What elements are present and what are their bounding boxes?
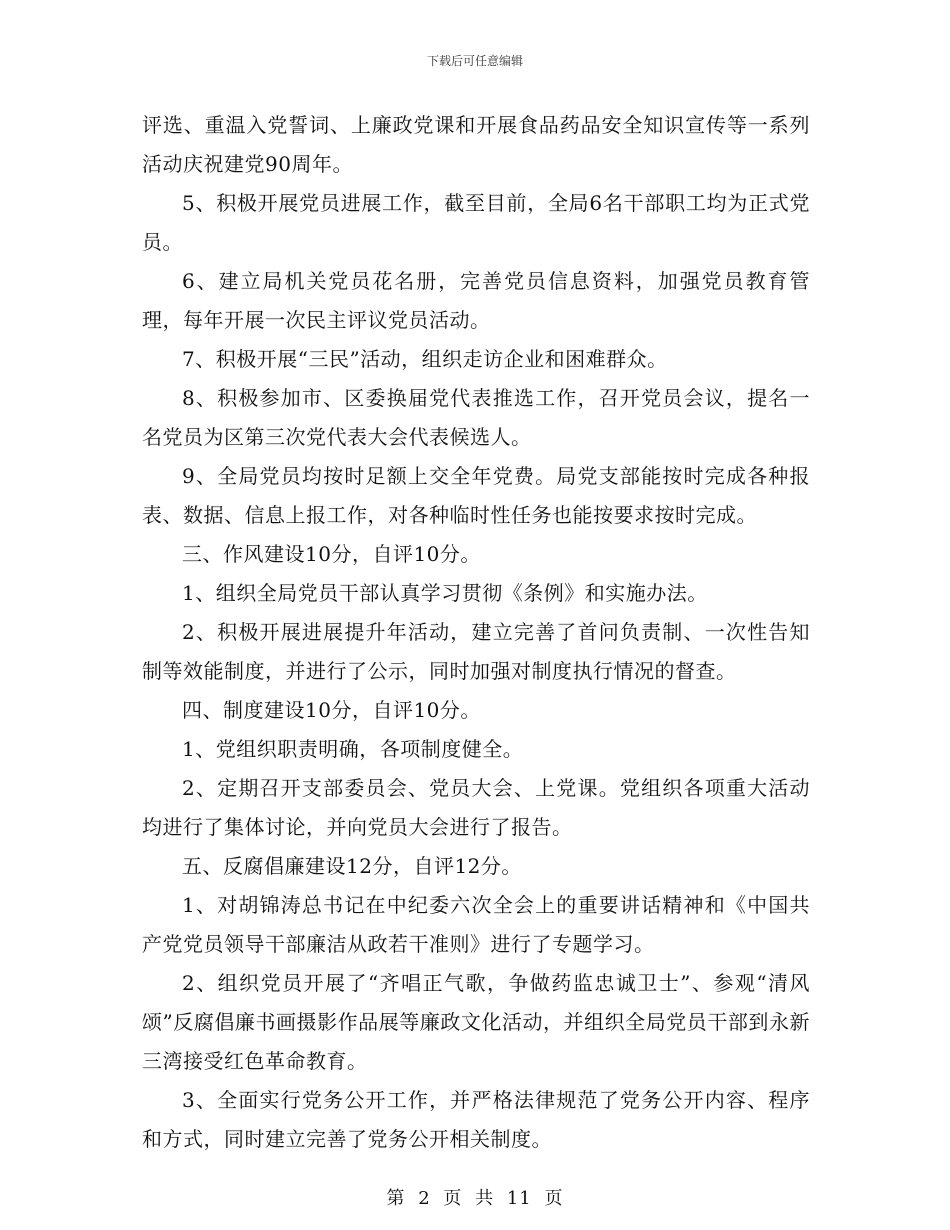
paragraph: 6、建立局机关党员花名册，完善党员信息资料，加强党员教育管理，每年开展一次民主评议党员活动。	[142, 269, 810, 332]
paragraph: 3、全面实行党务公开工作，并严格法律规范了党务公开内容、程序和方式，同时建立完善了党务公开相关制度。	[142, 1088, 810, 1151]
section-heading: 五、反腐倡廉建设12分，自评12分。	[182, 854, 522, 878]
section-heading: 四、制度建设10分，自评10分。	[182, 698, 481, 722]
paragraph: 2、组织党员开展了“齐唱正气歌，争做药监忠诚卫士”、参观“清风颂”反腐倡廉书画摄影作品展等廉政文化活动，并组织全局党员干部到永新三湾接受红色革命教育。	[142, 971, 810, 1073]
page-number: 第 2 页 共 11 页	[386, 1188, 564, 1209]
paragraph: 1、党组织职责明确，各项制度健全。	[182, 737, 524, 761]
paragraph: 2、积极开展进展提升年活动，建立完善了首问负责制、一次性告知制等效能制度，并进行了公示，同时加强对制度执行情况的督查。	[142, 620, 810, 683]
paragraph: 评选、重温入党誓词、上廉政党课和开展食品药品安全知识宣传等一系列活动庆祝建党90周年。	[142, 113, 810, 176]
paragraph: 8、积极参加市、区委换届党代表推选工作，召开党员会议，提名一名党员为区第三次党代表大会代表候选人。	[142, 386, 810, 449]
document-body	[142, 106, 810, 1159]
paragraph: 7、积极开展“三民”活动，组织走访企业和困难群众。	[182, 347, 668, 371]
paragraph: 9、全局党员均按时足额上交全年党费。局党支部能按时完成各种报表、数据、信息上报工作，对各种临时性任务也能按要求按时完成。	[142, 464, 810, 527]
paragraph: 1、组织全局党员干部认真学习贯彻《条例》和实施办法。	[182, 581, 708, 605]
paragraph: 1、对胡锦涛总书记在中纪委六次全会上的重要讲话精神和《中国共产党党员领导干部廉洁从政若干准则》进行了专题学习。	[142, 893, 810, 956]
paragraph: 5、积极开展党员进展工作，截至目前，全局6名干部职工均为正式党员。	[142, 191, 810, 254]
paragraph: 2、定期召开支部委员会、党员大会、上党课。党组织各项重大活动均进行了集体讨论，并向党员大会进行了报告。	[142, 776, 810, 839]
page-header-note: 下载后可任意编辑	[426, 54, 523, 68]
section-heading: 三、作风建设10分，自评10分。	[182, 542, 481, 566]
